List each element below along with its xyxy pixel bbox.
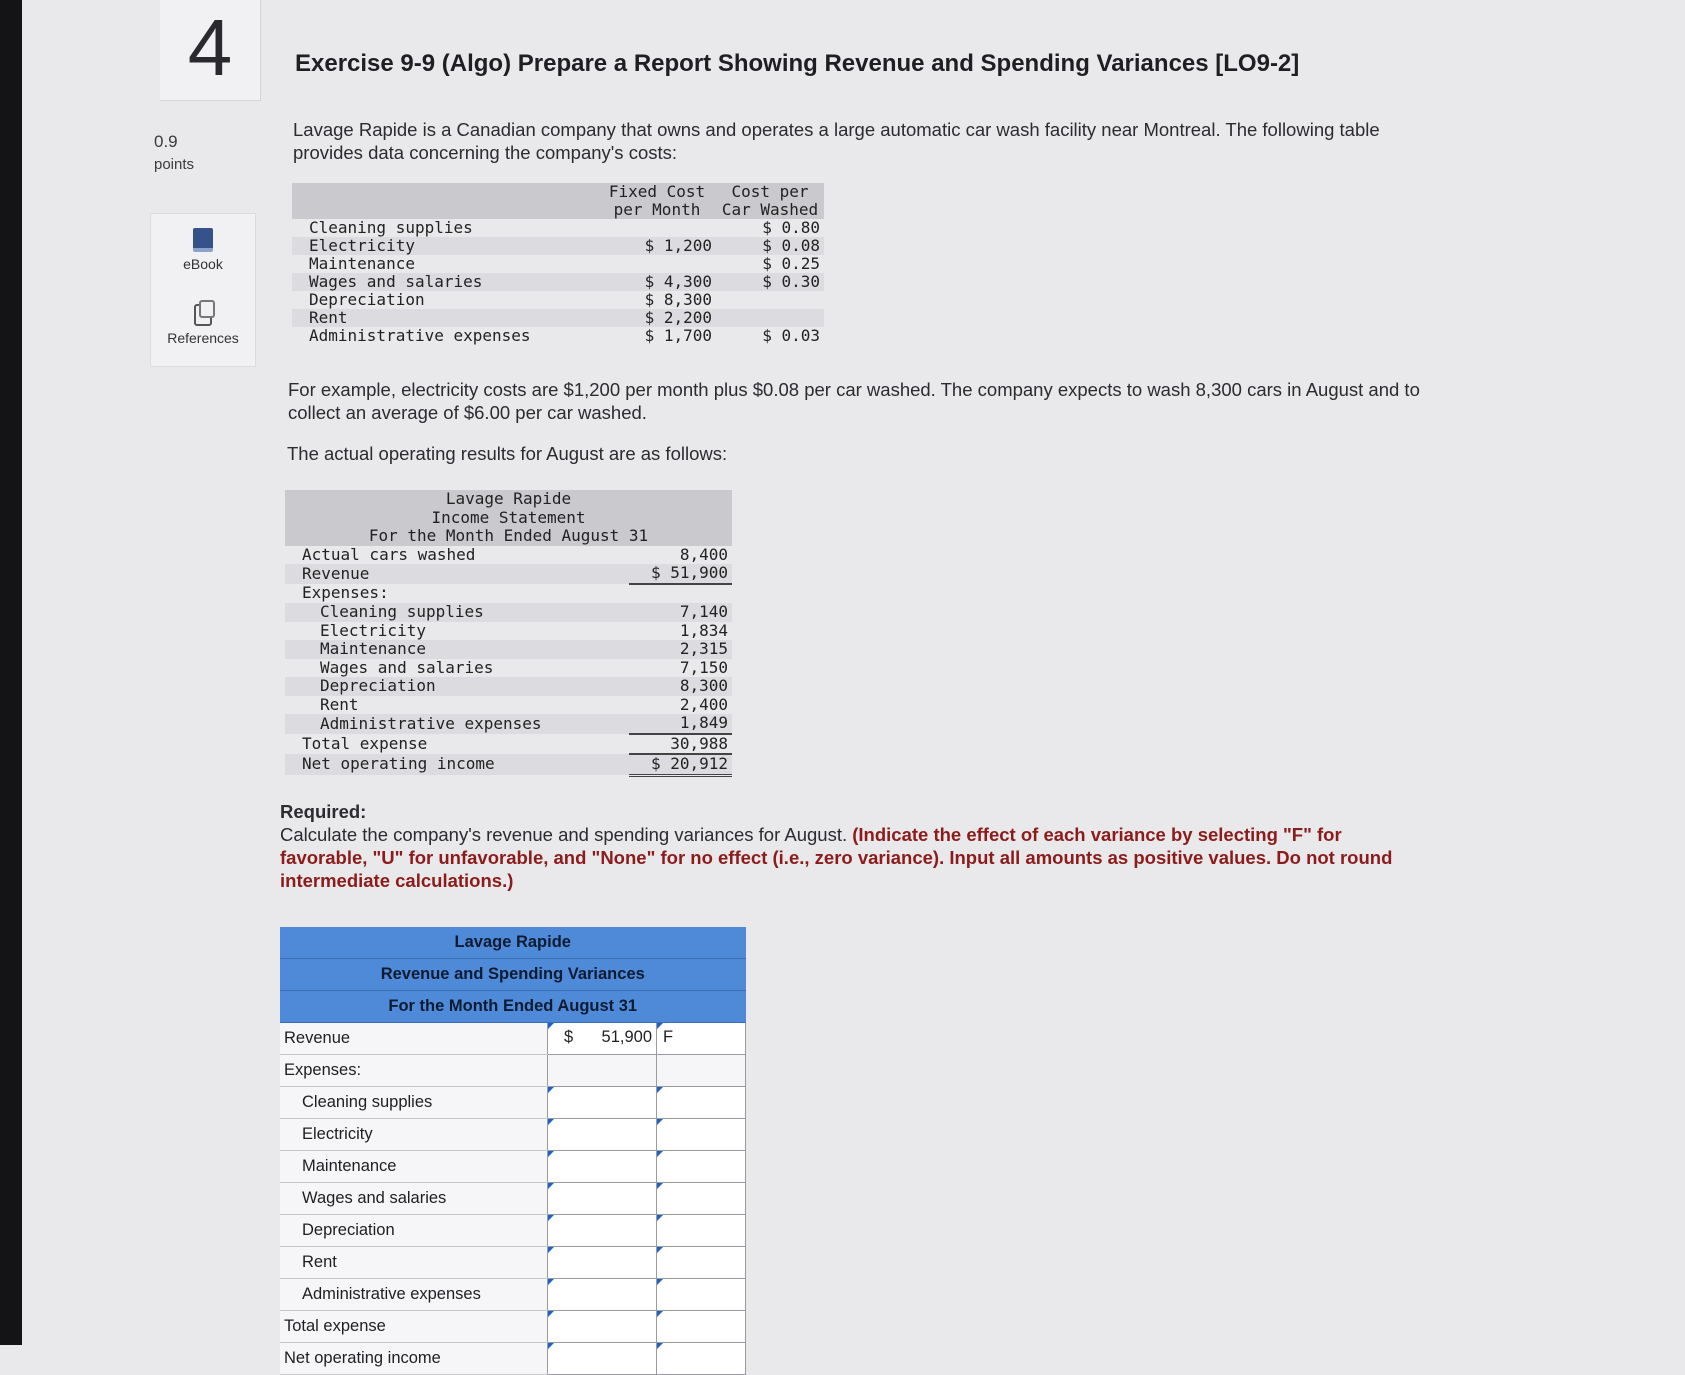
fixed-cost-cell: $ 4,300 (598, 273, 716, 291)
variance-effect-select[interactable] (657, 1343, 746, 1375)
variable-cost-header: Cost per Car Washed (716, 183, 824, 219)
exercise-title: Exercise 9-9 (Algo) Prepare a Report Showing Revenue and Spending Variances [LO9-2] (295, 50, 1300, 77)
table-row (292, 237, 824, 255)
variance-amount-input[interactable] (548, 1215, 657, 1247)
table-row: Revenue $ 51,900 (285, 564, 732, 584)
actual-results-intro: The actual operating results for August are as follows: (287, 443, 728, 464)
points-value: 0.9 (154, 132, 178, 151)
row-label: Maintenance (280, 1151, 548, 1183)
input-marker-icon (657, 1151, 663, 1157)
expense-value: 2,315 (629, 640, 732, 659)
input-marker-icon (657, 1311, 663, 1317)
fixed-cost-cell (598, 219, 716, 237)
variance-effect-select[interactable] (657, 1247, 746, 1279)
table-row (292, 273, 824, 291)
variance-effect-select[interactable] (657, 1215, 746, 1247)
references-label: References (167, 330, 239, 346)
ebook-label: eBook (183, 256, 223, 272)
expense-variance-row (280, 1119, 746, 1151)
row-label: Depreciation (280, 1215, 548, 1247)
variance-effect-select[interactable] (657, 1119, 746, 1151)
income-statement-period: For the Month Ended August 31 (285, 527, 732, 546)
net-operating-income-row (280, 1343, 746, 1375)
revenue-variance-input[interactable] (548, 1023, 657, 1055)
expense-value: 7,150 (679, 657, 728, 677)
expenses-label: Expenses: (280, 1055, 548, 1087)
variance-amount-input[interactable] (548, 1343, 657, 1375)
row-label: Rent (280, 1247, 548, 1279)
cost-label: Electricity (292, 237, 598, 255)
table-row: Actual cars washed 8,400 (302, 544, 728, 564)
total-expense-row (280, 1311, 746, 1343)
income-statement-title: Lavage Rapide (285, 490, 732, 509)
input-marker-icon (548, 1343, 554, 1349)
variance-effect-select[interactable] (657, 1279, 746, 1311)
variable-cost-cell (716, 291, 824, 309)
fixed-cost-cell: $ 1,700 (644, 326, 712, 345)
currency-symbol: $ (564, 1028, 574, 1046)
expense-label: Administrative expenses (285, 714, 629, 734)
points-info (154, 132, 194, 173)
expense-variance-row (280, 1183, 746, 1215)
variance-effect-select[interactable] (657, 1151, 746, 1183)
input-marker-icon (548, 1215, 554, 1221)
required-text: Calculate the company's revenue and spending variances for August. (280, 824, 848, 845)
revenue-label: Revenue (280, 1023, 548, 1055)
expense-value: 2,400 (679, 694, 728, 714)
variance-amount-input[interactable] (548, 1183, 657, 1215)
table-row (285, 696, 732, 715)
variable-cost-cell: $ 0.30 (716, 273, 824, 291)
expense-variance-row (280, 1247, 746, 1279)
cost-label: Administrative expenses (309, 326, 531, 345)
intro-paragraph: Lavage Rapide is a Canadian company that owns and operates a large automatic car wash facility near Montreal. The following table provides data concerning the company's costs: (293, 119, 1380, 163)
fixed-cost-cell: $ 8,300 (644, 290, 712, 309)
references-button[interactable] (151, 304, 255, 346)
ebook-button[interactable] (151, 228, 255, 272)
variable-cost-cell: $ 0.03 (762, 326, 820, 345)
input-marker-icon (657, 1087, 663, 1093)
points-label: points (154, 156, 195, 173)
variance-amount-input[interactable] (548, 1119, 657, 1151)
answer-title: Lavage Rapide (280, 927, 746, 959)
revenue-variance-value: 51,900 (601, 1028, 652, 1046)
variance-amount-input[interactable] (548, 1247, 657, 1279)
variable-cost-cell: $ 0.80 (762, 218, 820, 237)
table-row: Expenses: (302, 583, 389, 602)
row-label: Wages and salaries (280, 1183, 548, 1215)
cost-label: Depreciation (309, 290, 425, 309)
row-label: Administrative expenses (280, 1279, 548, 1311)
answer-subtitle: Revenue and Spending Variances (280, 959, 746, 991)
revenue-effect-value: F (663, 1028, 674, 1046)
expenses-header-row (280, 1055, 746, 1087)
cost-label: Maintenance (309, 254, 415, 273)
required-instruction: (Indicate the effect of each variance by selecting "F" for favorable, "U" for unfavorable, and "None" for no effect (i.e., zero variance). Input all amounts as positive values. Do not round intermediate calculations.) (280, 824, 1393, 891)
variable-cost-cell: $ 0.25 (762, 254, 820, 273)
table-row (292, 309, 824, 327)
table-row (285, 640, 732, 659)
fixed-cost-cell: $ 1,200 (598, 237, 716, 255)
income-statement-subtitle: Income Statement (285, 509, 732, 528)
expense-variance-row (280, 1215, 746, 1247)
example-paragraph: For example, electricity costs are $1,200 per month plus $0.08 per car washed. The company expects to wash 8,300 cars in August and to collect an average of $6.00 per car washed. (288, 379, 1420, 423)
cost-data-table (292, 183, 824, 345)
revenue-effect-select[interactable] (657, 1023, 746, 1055)
expense-variance-row (280, 1151, 746, 1183)
expense-value: 8,300 (629, 677, 732, 696)
input-marker-icon (548, 1151, 554, 1157)
cost-label: Cleaning supplies (309, 218, 473, 237)
input-marker-icon (657, 1183, 663, 1189)
book-icon (193, 228, 213, 252)
variable-cost-cell (716, 309, 824, 327)
fixed-cost-cell (598, 255, 716, 273)
table-row (292, 255, 824, 273)
variance-effect-select[interactable] (657, 1183, 746, 1215)
expense-label: Rent (320, 694, 359, 714)
required-heading: Required: (280, 801, 367, 822)
expense-label: Wages and salaries (320, 657, 494, 677)
table-row (292, 327, 824, 345)
expense-value: 7,140 (629, 603, 732, 622)
input-marker-icon (548, 1279, 554, 1285)
input-marker-icon (548, 1247, 554, 1253)
expense-variance-row (280, 1279, 746, 1311)
row-label: Cleaning supplies (280, 1087, 548, 1119)
fixed-cost-cell: $ 2,200 (598, 309, 716, 327)
fixed-cost-header: Fixed Cost per Month (598, 183, 716, 219)
input-marker-icon (657, 1247, 663, 1253)
input-marker-icon (548, 1087, 554, 1093)
input-marker-icon (548, 1183, 554, 1189)
table-row (292, 219, 824, 237)
expense-label: Maintenance (285, 640, 629, 659)
table-row (285, 622, 732, 641)
required-section (280, 800, 1420, 892)
variable-cost-cell: $ 0.08 (716, 237, 824, 255)
cost-label: Wages and salaries (292, 273, 598, 291)
table-row: Net operating income $ 20,912 (285, 754, 732, 775)
input-marker-icon (657, 1215, 663, 1221)
table-row (292, 291, 824, 309)
input-marker-icon (657, 1343, 663, 1349)
variance-amount-input[interactable] (548, 1311, 657, 1343)
expense-variance-row (280, 1087, 746, 1119)
variance-answer-table (280, 927, 746, 1375)
expense-label: Cleaning supplies (285, 603, 629, 622)
input-marker-icon (657, 1279, 663, 1285)
screen-bezel (0, 0, 22, 1345)
row-label: Electricity (280, 1119, 548, 1151)
income-statement-table (285, 490, 732, 777)
copy-icon (194, 304, 212, 326)
cost-label: Rent (292, 309, 598, 327)
row-label: Net operating income (280, 1343, 548, 1375)
table-row (285, 603, 732, 622)
input-marker-icon (548, 1119, 554, 1125)
table-row (285, 659, 732, 678)
question-number: 4 (160, 0, 261, 101)
variance-effect-select[interactable] (657, 1311, 746, 1343)
answer-period: For the Month Ended August 31 (280, 991, 746, 1023)
input-marker-icon (657, 1119, 663, 1125)
expense-value: 1,849 (629, 714, 732, 734)
expense-value: 1,834 (679, 620, 728, 640)
revenue-row (280, 1023, 746, 1055)
table-row: Total expense 30,988 (285, 734, 732, 755)
question-tools-panel (150, 213, 256, 367)
row-label: Total expense (280, 1311, 548, 1343)
expense-label: Depreciation (285, 677, 629, 696)
table-row (285, 677, 732, 696)
input-marker-icon (548, 1023, 554, 1029)
variance-amount-input[interactable] (548, 1151, 657, 1183)
expense-label: Electricity (320, 620, 426, 640)
input-marker-icon (548, 1311, 554, 1317)
variance-amount-input[interactable] (548, 1087, 657, 1119)
variance-amount-input[interactable] (548, 1279, 657, 1311)
table-row (285, 714, 732, 734)
variance-effect-select[interactable] (657, 1087, 746, 1119)
